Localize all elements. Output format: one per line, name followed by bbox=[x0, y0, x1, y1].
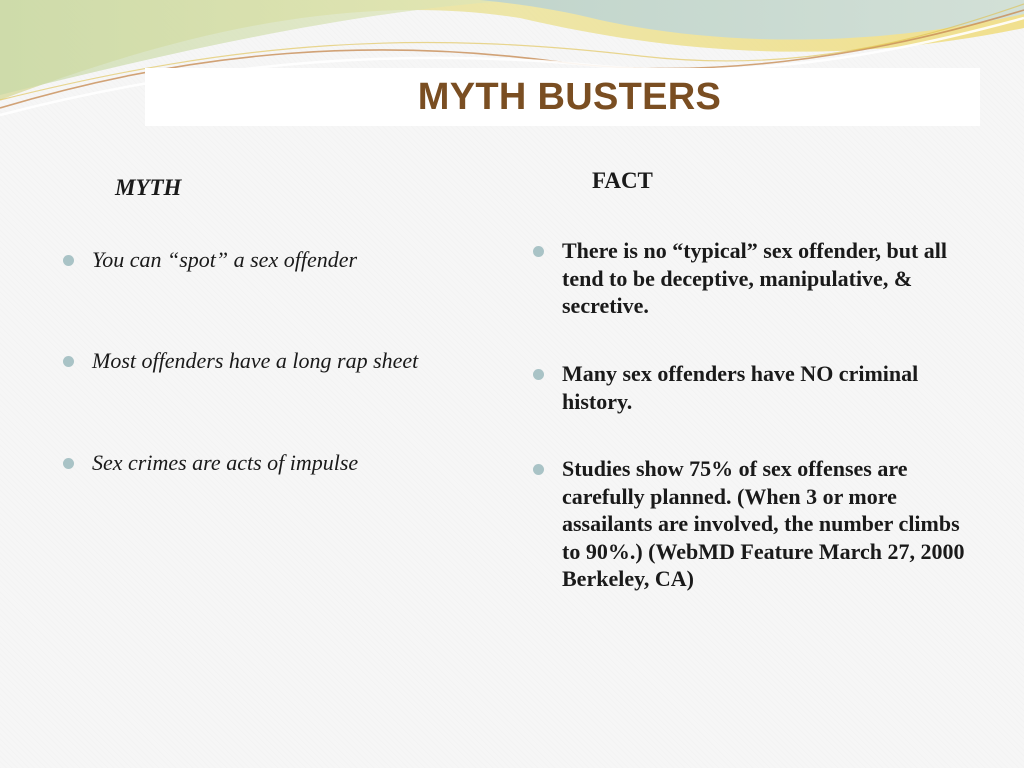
fact-bullet bbox=[533, 455, 972, 593]
bullet-dot-icon bbox=[533, 369, 544, 380]
fact-text: There is no “typical” sex offender, but all tend to be deceptive, manipulative, & secretive. bbox=[562, 238, 948, 318]
bullet-dot-icon bbox=[63, 356, 74, 367]
myth-bullet bbox=[63, 246, 357, 274]
myth-text: Most offenders have a long rap sheet bbox=[92, 348, 419, 373]
myth-bullet bbox=[63, 347, 418, 375]
myth-text: Sex crimes are acts of impulse bbox=[92, 450, 359, 475]
fact-bullet bbox=[533, 360, 972, 415]
fact-bullet bbox=[533, 237, 972, 320]
fact-text: Studies show 75% of sex offenses are carefully planned. (When 3 or more assailants are involved, the number climbs to 90%.) (WebMD Feature March 27, 2000 Berkeley, CA) bbox=[562, 456, 965, 591]
bullet-dot-icon bbox=[63, 458, 74, 469]
bullet-dot-icon bbox=[63, 255, 74, 266]
fact-text: Many sex offenders have NO criminal history. bbox=[562, 361, 919, 414]
slide-title: MYTH BUSTERS bbox=[417, 75, 722, 118]
myth-column-heading: MYTH bbox=[115, 175, 182, 200]
title-box bbox=[145, 68, 980, 126]
bullet-dot-icon bbox=[533, 464, 544, 475]
myth-text: You can “spot” a sex offender bbox=[92, 247, 358, 272]
myth-bullet bbox=[63, 449, 358, 477]
bullet-dot-icon bbox=[533, 246, 544, 257]
fact-column-heading: FACT bbox=[592, 168, 653, 193]
